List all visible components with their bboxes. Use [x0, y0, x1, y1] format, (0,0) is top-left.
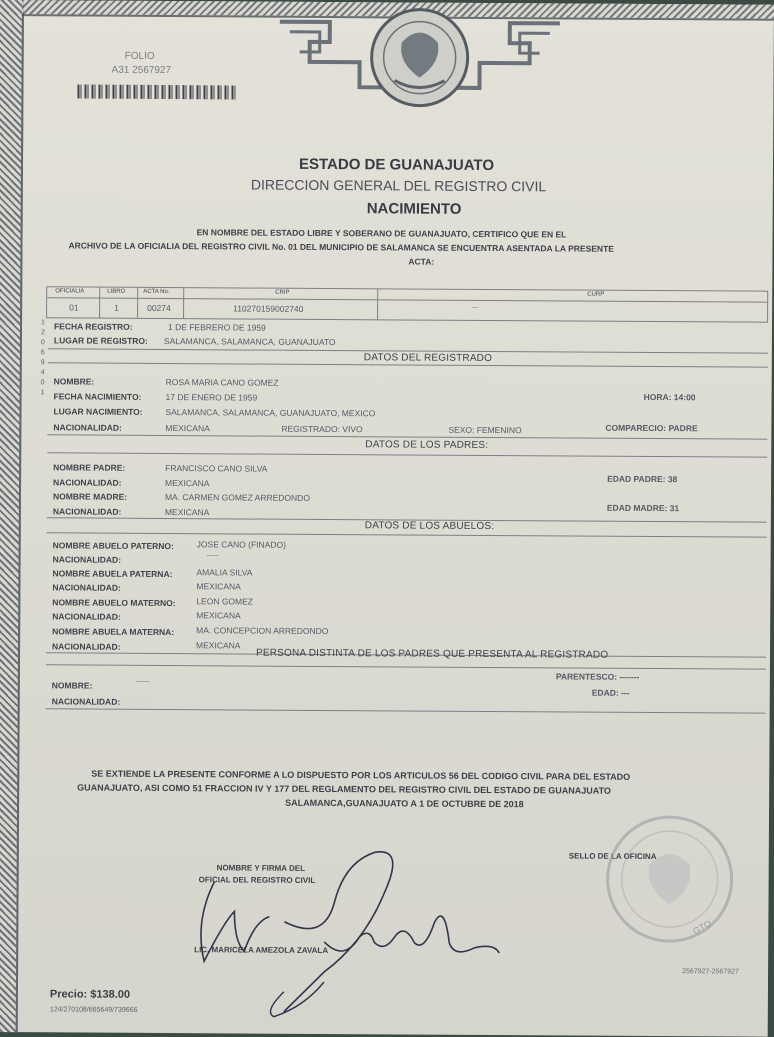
intro-text-line3: ACTA: — [408, 256, 435, 267]
nacionalidad-value: MEXICANA — [165, 423, 210, 434]
abuelo-materno-value: LEON GOMEZ — [196, 596, 254, 607]
section-padres-title: DATOS DE LOS PADRES: — [365, 439, 489, 451]
abuelo-materno-nacionalidad-value: MEXICANA — [196, 610, 241, 621]
abuela-paterna-nacionalidad-value: MEXICANA — [196, 581, 241, 592]
abuela-paterna-label: NOMBRE ABUELA PATERNA: — [52, 568, 173, 580]
nacionalidad-padre-value: MEXICANA — [165, 478, 210, 489]
value-libro: 1 — [114, 302, 119, 313]
persona-nacionalidad-label: NACIONALIDAD: — [51, 696, 121, 707]
closing-line2: GUANAJUATO, ASI COMO 51 FRACCION IV Y 177 DEL REGLAMENTO DEL REGISTRO CIVIL DEL ESTADO DE GUANAJUATO — [77, 782, 611, 796]
lugar-registro-label: LUGAR DE REGISTRO: — [53, 335, 148, 346]
abuela-materna-label: NOMBRE ABUELA MATERNA: — [52, 626, 175, 638]
fecha-nacimiento-value: 17 DE ENERO DE 1959 — [165, 392, 258, 403]
seal-label: SELLO DE LA OFICINA — [568, 851, 657, 862]
nombre-value: ROSA MARIA CANO GOMEZ — [165, 377, 279, 388]
folio-number: A31 2567927 — [111, 64, 172, 77]
price: Precio: $138.00 — [49, 988, 131, 1001]
coat-of-arms-emblem — [269, 2, 570, 116]
nacionalidad-label: NACIONALIDAD: — [53, 422, 122, 433]
abuelo-materno-label: NOMBRE ABUELO MATERNO: — [52, 597, 176, 609]
section-persona-title: PERSONA DISTINTA DE LOS PADRES QUE PRESENTA AL REGISTRADO — [255, 647, 609, 661]
side-number: 1 — [40, 389, 45, 397]
sexo: SEXO: FEMENINO — [448, 424, 522, 436]
value-acta: 00274 — [147, 302, 171, 314]
abuela-materna-nacionalidad-label: NACIONALIDAD: — [52, 641, 121, 652]
persona-nombre-label: NOMBRE: — [51, 680, 93, 691]
signature-title1: NOMBRE Y FIRMA DEL — [216, 863, 306, 873]
abuela-materna-value: MA. CONCEPCION ARREDONDO — [196, 625, 329, 637]
madre-value: MA. CARMEN GOMEZ ARREDONDO — [164, 492, 310, 503]
intro-text-line1: EN NOMBRE DEL ESTADO LIBRE Y SOBERANO DE GUANAJUATO, CERTIFICO QUE EN EL — [196, 227, 567, 240]
folio-label: FOLIO — [124, 50, 155, 62]
side-number: 2 — [40, 329, 45, 337]
value-crip: 110270159002740 — [233, 303, 304, 314]
parentesco: PARENTESCO: ------- — [555, 671, 640, 682]
abuela-paterna-value: AMALIA SILVA — [196, 567, 253, 578]
header-curp: CURP — [587, 291, 605, 298]
side-number: 1 — [41, 319, 45, 327]
closing-line3: SALAMANCA,GUANAJUATO A 1 DE OCTUBRE DE 2018 — [285, 797, 524, 810]
office-title: DIRECCION GENERAL DEL REGISTRO CIVIL — [250, 176, 547, 195]
edad-padre: EDAD PADRE: 38 — [607, 473, 678, 485]
reference-number: 124/270108/665649/739666 — [49, 1006, 138, 1014]
fecha-registro-value: 1 DE FEBRERO DE 1959 — [167, 322, 266, 333]
persona-nombre-value: ------- — [135, 678, 150, 685]
abuela-materna-nacionalidad-value: MEXICANA — [196, 640, 241, 651]
side-number: 4 — [40, 369, 45, 377]
nacionalidad-padre-label: NACIONALIDAD: — [53, 477, 122, 488]
abuelo-paterno-nacionalidad-label: NACIONALIDAD: — [52, 554, 122, 565]
side-number: 0 — [40, 339, 45, 347]
nombre-label: NOMBRE: — [53, 376, 95, 387]
nacionalidad-madre-value: MEXICANA — [164, 507, 210, 518]
closing-line1: SE EXTIENDE LA PRESENTE CONFORME A LO DISPUESTO POR LOS ARTICULOS 56 DEL CODIGO CIVIL PARA DEL ESTADO — [91, 768, 631, 782]
lugar-nacimiento-value: SALAMANCA, SALAMANCA, GUANAJUATO, MEXICO — [165, 407, 376, 419]
abuela-paterna-nacionalidad-label: NACIONALIDAD: — [52, 582, 121, 593]
document-type: NACIMIENTO — [366, 200, 462, 218]
side-number: 9 — [40, 359, 45, 367]
abuelo-materno-nacionalidad-label: NACIONALIDAD: — [52, 611, 121, 622]
record-table — [46, 286, 768, 322]
nacionalidad-madre-label: NACIONALIDAD: — [52, 506, 122, 517]
side-number-column — [41, 318, 49, 398]
abuelo-paterno-label: NOMBRE ABUELO PATERNO: — [52, 540, 174, 552]
side-number: 0 — [40, 379, 45, 387]
padre-value: FRANCISCO CANO SILVA — [165, 463, 268, 474]
comparecio: COMPARECIO: PADRE — [605, 422, 698, 434]
madre-label: NOMBRE MADRE: — [52, 491, 128, 502]
header-libro: LIBRO — [107, 288, 126, 295]
registrado-status: REGISTRADO: VIVO — [281, 423, 363, 435]
header-oficialia: OFICIALIA — [55, 288, 85, 295]
official-name: LIC. MARICELA AMEZOLA ZAVALA — [194, 945, 329, 956]
lugar-nacimiento-label: LUGAR NACIMIENTO: — [53, 406, 143, 417]
barcode — [77, 84, 235, 99]
seal-text: GTO — [691, 918, 713, 937]
office-seal-stamp — [594, 804, 745, 955]
padre-label: NOMBRE PADRE: — [53, 462, 126, 473]
abuelo-paterno-value: JOSE CANO (FINADO) — [196, 539, 286, 550]
lugar-registro-value: SALAMANCA, SALAMANCA, GUANAJUATO — [163, 336, 336, 348]
signature-title2: OFICIAL DEL REGISTRO CIVIL — [198, 875, 316, 885]
persona-edad: EDAD: --- — [591, 687, 630, 698]
intro-text-line2: ARCHIVO DE LA OFICIALIA DEL REGISTRO CIVIL No. 01 DEL MUNICIPIO DE SALAMANCA SE ENCUENTRA ASENTADA LA PRESENTE — [68, 240, 614, 254]
side-number: 6 — [40, 349, 45, 357]
header-crip: CRIP — [275, 289, 290, 296]
seal-code: 2567927-2567927 — [682, 968, 739, 976]
handwritten-signature — [174, 841, 515, 1019]
value-oficialia: 01 — [69, 302, 79, 313]
fecha-registro-label: FECHA REGISTRO: — [53, 321, 133, 332]
decorative-border-left — [0, 0, 24, 1032]
value-curp: --- — [472, 304, 479, 311]
hora-nacimiento: HORA: 14:00 — [643, 391, 696, 403]
edad-madre: EDAD MADRE: 31 — [606, 502, 680, 514]
section-abuelos-title: DATOS DE LOS ABUELOS: — [364, 520, 495, 533]
abuelo-paterno-nacionalidad-value: ------ — [206, 553, 219, 560]
header-acta: ACTA No. — [143, 288, 170, 296]
state-title: ESTADO DE GUANAJUATO — [298, 155, 495, 175]
fecha-nacimiento-label: FECHA NACIMIENTO: — [53, 391, 142, 402]
section-registrado-title: DATOS DEL REGISTRADO — [363, 352, 493, 365]
